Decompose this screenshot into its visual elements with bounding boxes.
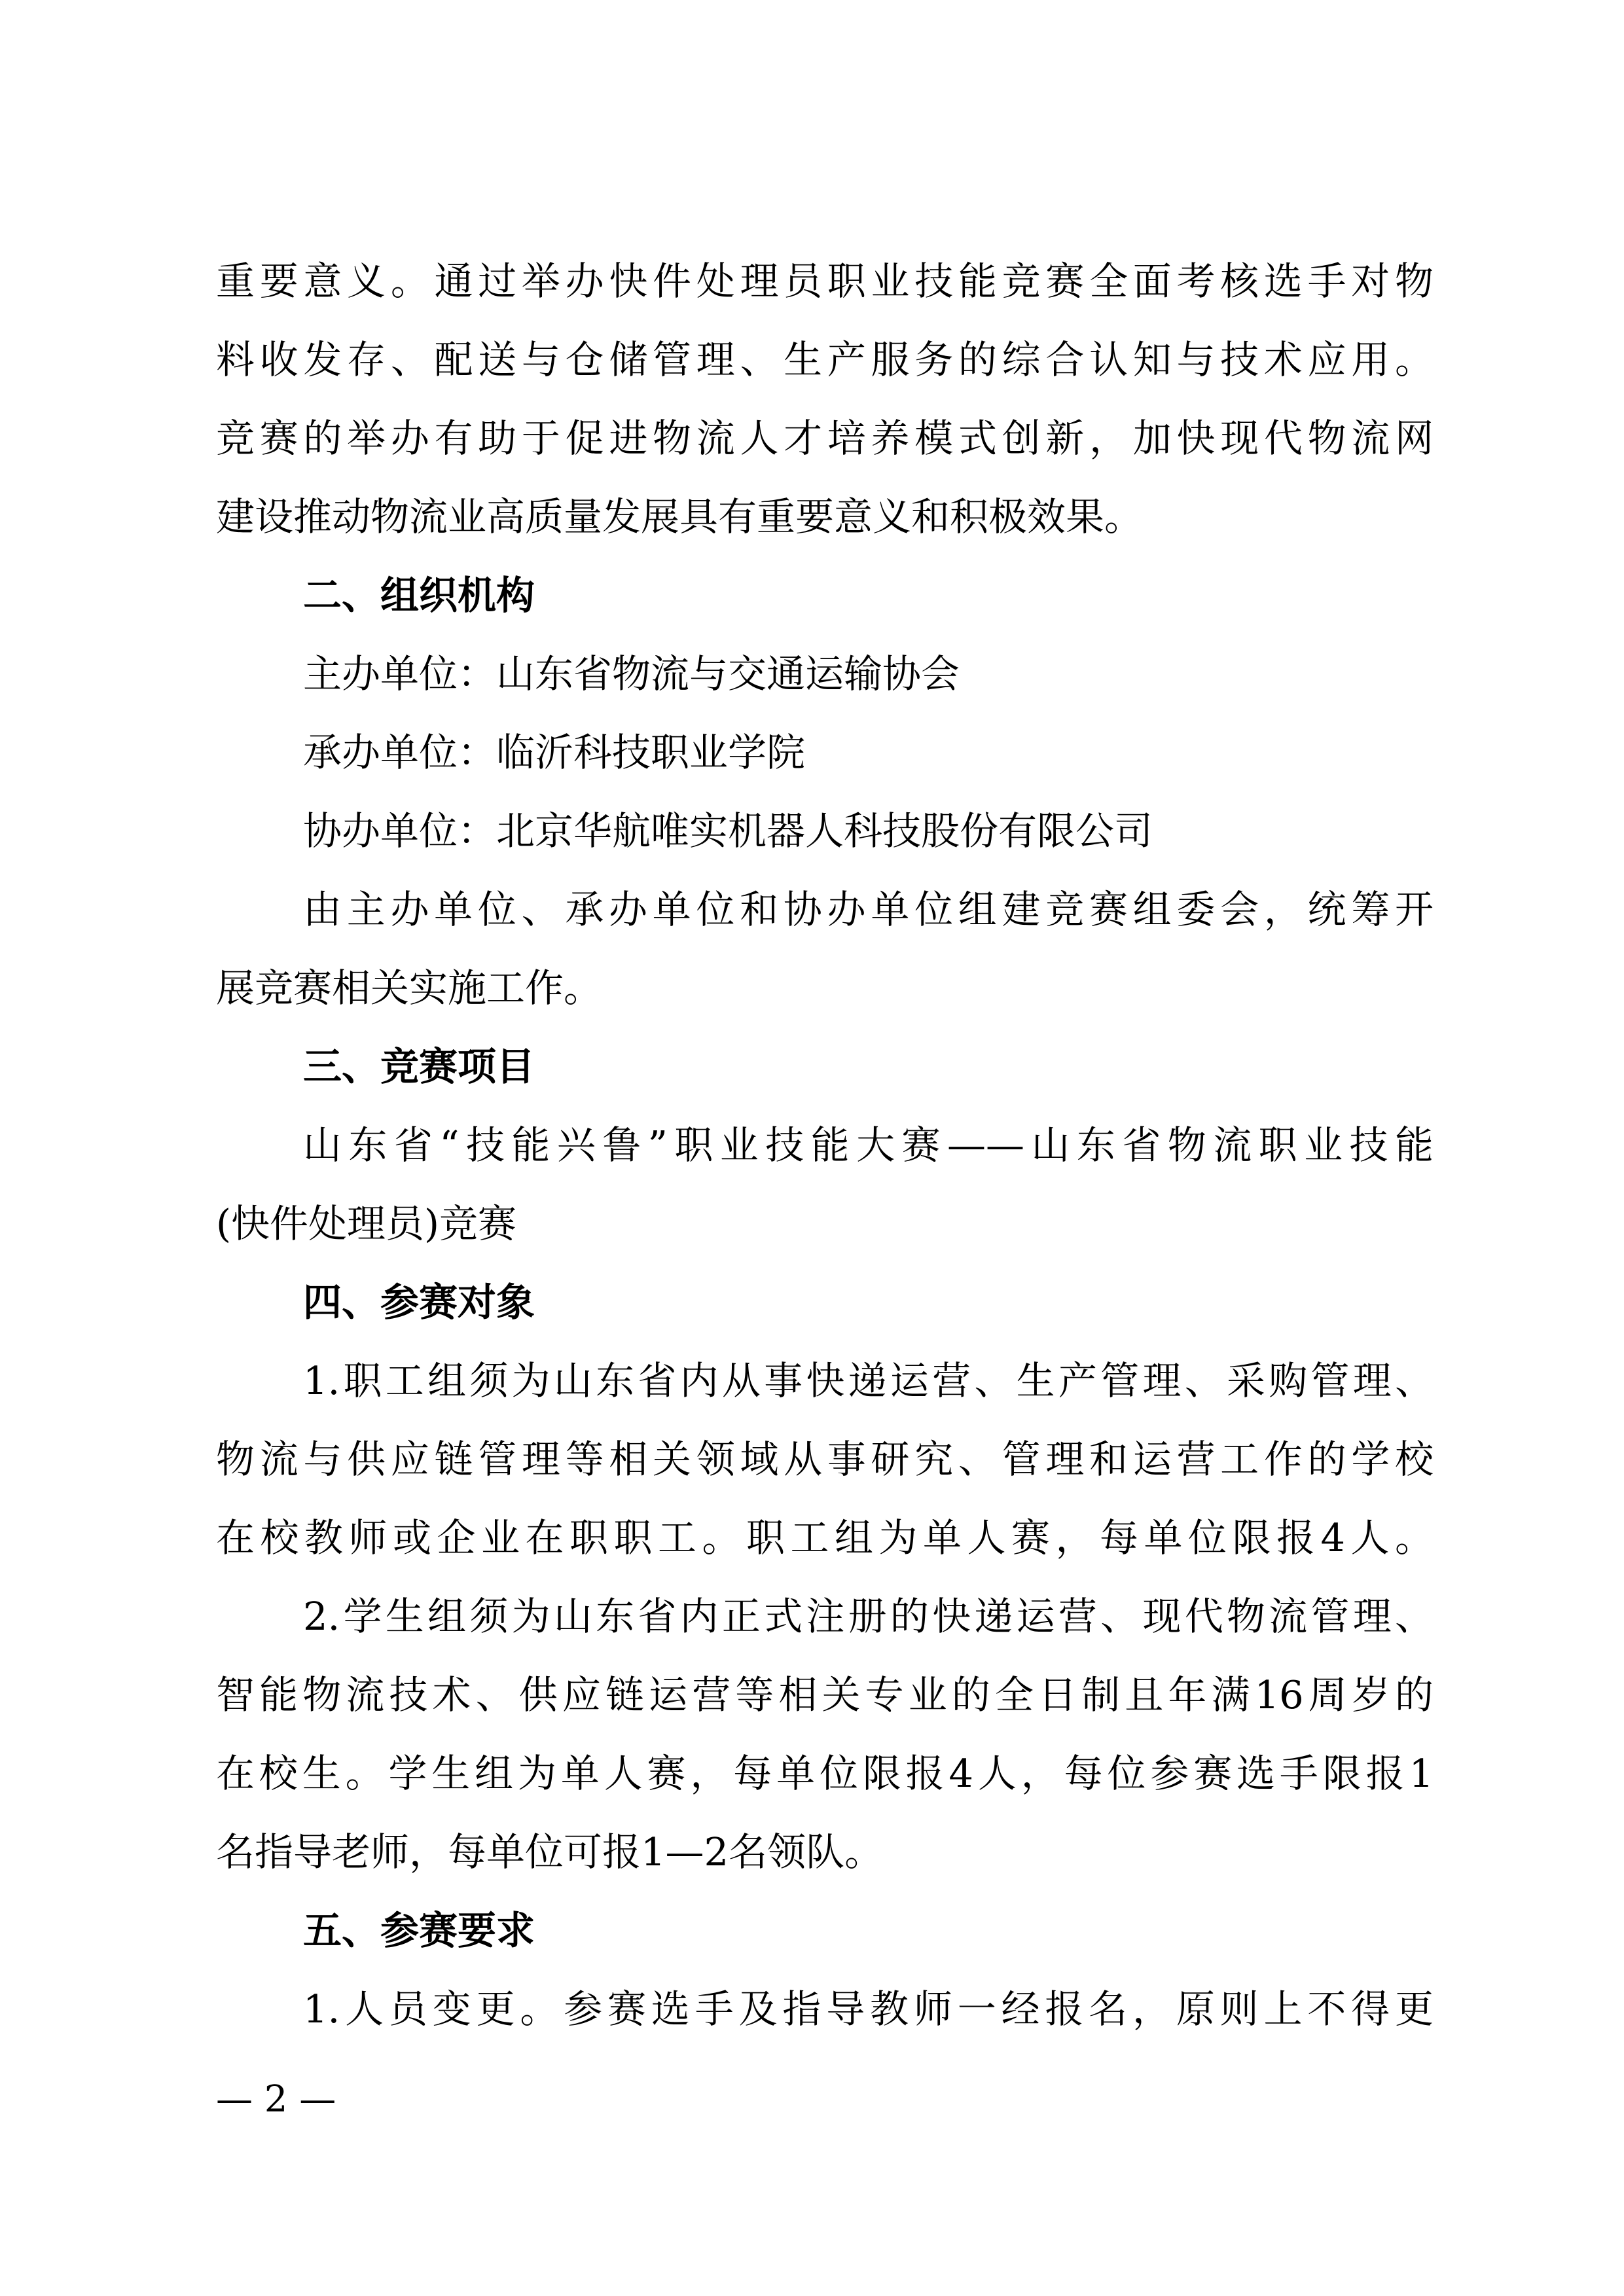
paragraph-line: 在校教师或企业在职职工。职工组为单人赛，每单位限报4人。 xyxy=(216,1515,1434,1560)
paragraph-line: 山东省“技能兴鲁”职业技能大赛——山东省物流职业技能 xyxy=(303,1122,1434,1168)
page-number: — 2 — xyxy=(216,2078,336,2121)
paragraph-line: 在校生。学生组为单人赛，每单位限报4人，每位参赛选手限报1 xyxy=(216,1751,1434,1796)
co-organizer-unit: 协办单位：北京华航唯实机器人科技股份有限公司 xyxy=(303,808,1153,853)
section-heading: 二、组织机构 xyxy=(303,573,535,618)
section-heading: 三、竞赛项目 xyxy=(303,1044,535,1089)
organizer-unit: 承办单位：临沂科技职业学院 xyxy=(303,730,806,775)
paragraph-line: 名指导老师，每单位可报1—2名领队。 xyxy=(216,1829,884,1874)
paragraph-line: 展竞赛相关实施工作。 xyxy=(216,965,603,1011)
section-heading: 四、参赛对象 xyxy=(303,1280,535,1325)
paragraph-line: (快件处理员)竞赛 xyxy=(216,1201,517,1246)
host-unit: 主办单位：山东省物流与交通运输协会 xyxy=(303,651,960,696)
section-heading: 五、参赛要求 xyxy=(303,1908,535,1953)
paragraph-line: 由主办单位、承办单位和协办单位组建竞赛组委会，统筹开 xyxy=(303,887,1434,932)
paragraph-line: 智能物流技术、供应链运营等相关专业的全日制且年满16周岁的 xyxy=(216,1672,1434,1717)
paragraph-line: 1.职工组须为山东省内从事快递运营、生产管理、采购管理、 xyxy=(303,1358,1434,1403)
paragraph-line: 建设推动物流业高质量发展具有重要意义和积极效果。 xyxy=(216,494,1144,539)
paragraph-line: 2.学生组须为山东省内正式注册的快递运营、现代物流管理、 xyxy=(303,1594,1434,1639)
paragraph-line: 料收发存、配送与仓储管理、生产服务的综合认知与技术应用。 xyxy=(216,337,1434,382)
paragraph-line: 物流与供应链管理等相关领域从事研究、管理和运营工作的学校 xyxy=(216,1437,1434,1482)
paragraph-line: 重要意义。通过举办快件处理员职业技能竞赛全面考核选手对物 xyxy=(216,259,1434,304)
paragraph-line: 1.人员变更。参赛选手及指导教师一经报名，原则上不得更 xyxy=(303,1986,1434,2032)
paragraph-line: 竞赛的举办有助于促进物流人才培养模式创新，加快现代物流网 xyxy=(216,416,1434,461)
